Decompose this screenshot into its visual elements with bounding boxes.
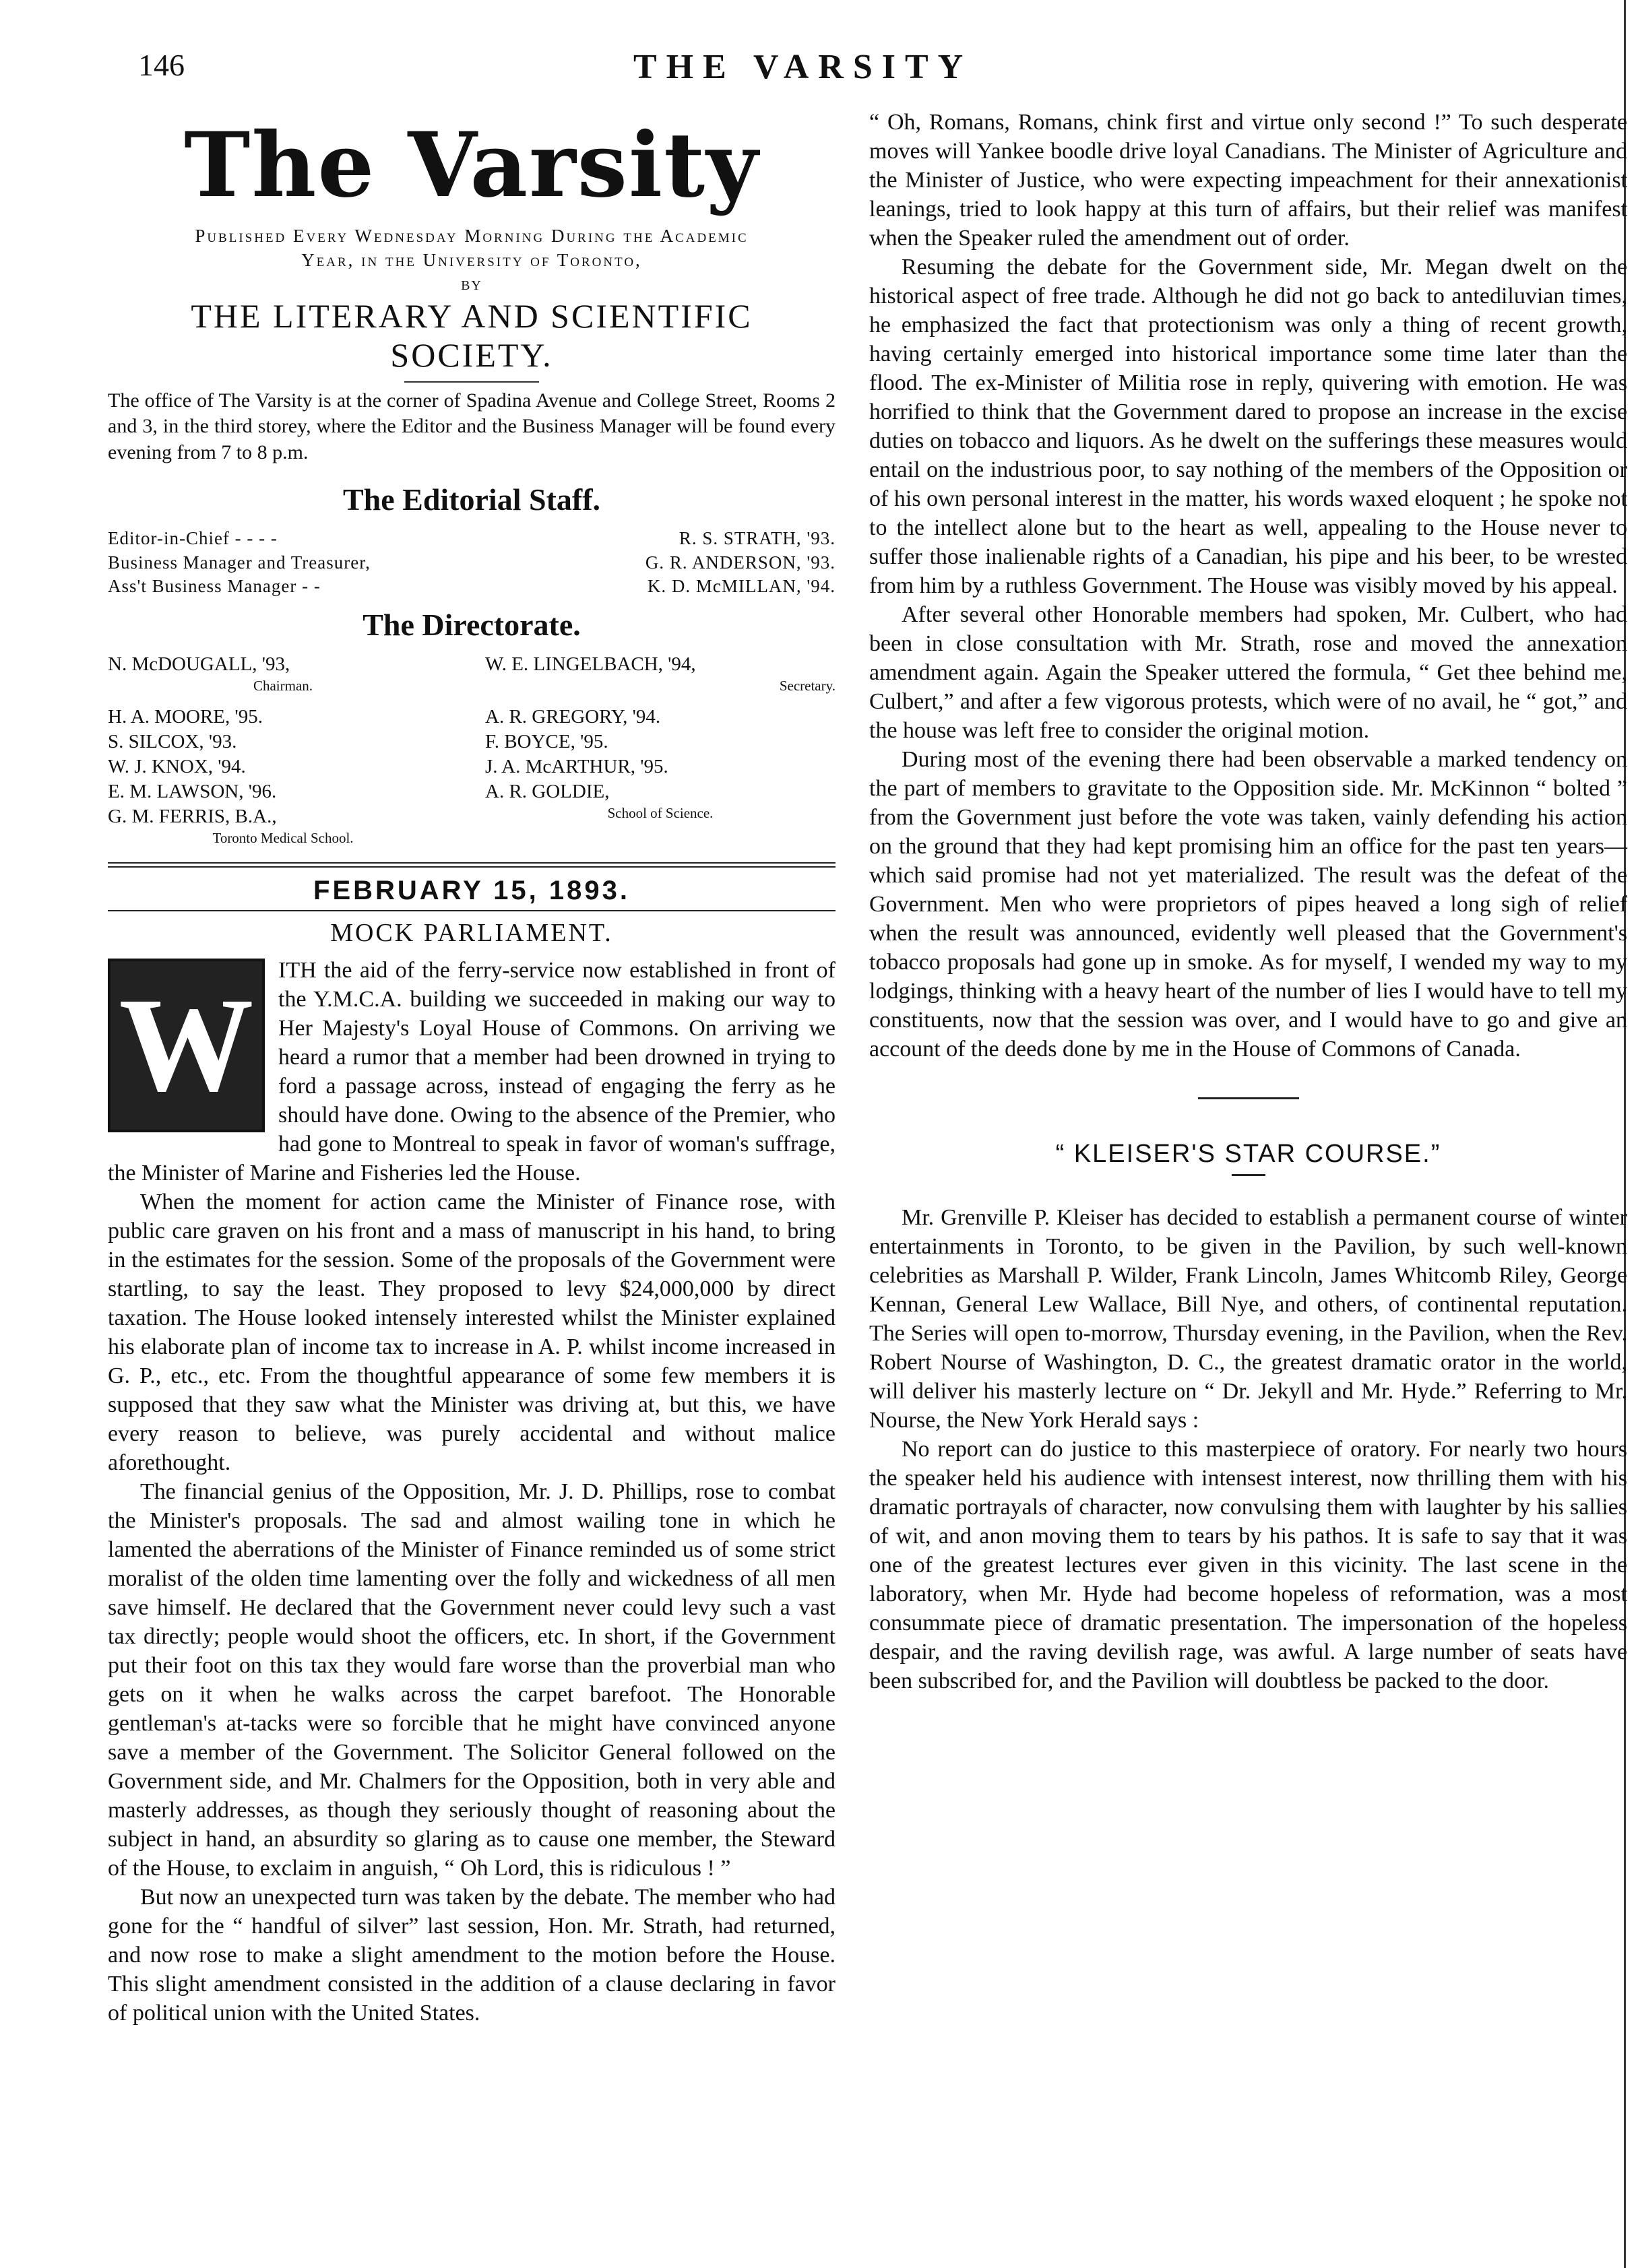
paragraph: After several other Honorable members had spoken, Mr. Culbert, who had been in close consultation with Mr. Strath, rose and moved the annexation amendment again. Again the Speaker uttered the formula, “ Get thee behind me, Culbert,” and after a few vigorous protests, which were of no avail, he “ got,” and the house was left free to consider the original motion. <box>869 602 1627 743</box>
directorate-member: A. R. GOLDIE, <box>485 781 610 803</box>
staff-name: R. S. STRATH, '93. <box>679 528 836 549</box>
paragraph: During most of the evening there had been observable a marked tendency on the part of members to gravitate to the Opposition side. Mr. McKinnon “ bolted ” from the Government just before the vote was taken, vainly defending his action on the ground that they had kept promising him an office for the past ten years—which said promise had not yet materialized. The result was the defeat of the Government. Men who were proprietors of pipes heaved a long sigh of relief when the result was announced, evidently well pleased that the Government's tobacco proposals had gone up in smoke. As for myself, I wended my way to my lodgings, thinking with a heavy heart of the number of lies I would have to tell my constituents, now that the session was over, and I would have to go and give an account of the deeds done by me in the House of Commons of Canada. <box>869 747 1627 1062</box>
directorate-member: H. A. MOORE, '95. <box>108 705 263 727</box>
staff-role: Editor-in-Chief - - - - <box>108 528 278 549</box>
rule <box>1232 1174 1265 1176</box>
staff-row <box>108 551 836 575</box>
directorate-member: F. BOYCE, '95. <box>485 731 608 753</box>
directorate-member: E. M. LAWSON, '96. <box>108 781 277 803</box>
paragraph: ITH the aid of the ferry-service now established in front of the Y.M.C.A. building we succeeded in making our way to Her Majesty's Loyal House of Commons. On arriving we heard a rumor that a member had been drowned in trying to ford a passage across, instead of engaging the ferry as he should have done. Owing to the absence of the Premier, who had gone to Montreal to speak in favor of woman's suffrage, the Minister of Marine and Fisheries led the House. <box>108 958 836 1186</box>
directorate-member: G. M. FERRIS, B.A., <box>108 806 277 828</box>
directorate-member: W. E. LINGELBACH, '94, <box>485 653 696 675</box>
article-body-right <box>869 108 1627 1064</box>
by-line: BY <box>461 278 482 293</box>
toronto-medical-note: Toronto Medical School. <box>212 830 354 847</box>
staff-list <box>108 527 836 599</box>
society-name: THE LITERARY AND SCIENTIFIC SOCIETY. <box>191 296 753 374</box>
paragraph: Resuming the debate for the Government side, Mr. Megan dwelt on the historical aspect of free trade. Although he did not go back to antediluvian times, he emphasized the fact that protectionism was only a thing of recent growth, having certainly emerged into historical importance some time later than the flood. The ex-Minister of Militia rose in reply, quivering with emotion. He was horrified to think that the Government dared to propose an increase in the excise duties on tobacco and liquors. As he dwelt on the sufferings these measures would entail on the industrious poor, to say nothing of the members of the Opposition or of his own personal interest in the matter, his words waxed eloquent ; he spoke not to the intellect alone but to the heart as well, appealing to the House never to suffer those inalienable rights of a Canadian, his pipe and his beer, to be wrested from him by a ruthless Government. The House was visibly moved by his appeal. <box>869 255 1627 598</box>
rule <box>108 910 836 911</box>
rule <box>404 381 539 383</box>
section-divider <box>1198 1097 1299 1099</box>
school-of-science-note: School of Science. <box>607 805 714 822</box>
publication-line-1: Published Every Wednesday Morning During the Academic <box>195 226 749 246</box>
left-column <box>108 108 836 2028</box>
paragraph: When the moment for action came the Minister of Finance rose, with public care graven on his front and a mass of manuscript in his hand, to bring in the estimates for the session. Some of the proposals of the Government were startling, to say the least. They proposed to levy $24,000,000 by direct taxation. The House looked intensely interested whilst the Minister explained his elaborate plan of income tax to increase in A. P. whilst income increased in G. P., etc., etc. From the thoughtful appearance of some few members it is supposed that they saw what the Minister was driving at, but this, we have every reason to believe, was purely accidental and without malice aforethought. <box>108 1190 836 1476</box>
page-number: 146 <box>138 48 185 82</box>
directorate-list <box>108 652 836 847</box>
editorial-staff-heading: The Editorial Staff. <box>342 482 601 517</box>
paragraph: “ Oh, Romans, Romans, chink first and virtue only second !” To such desperate moves will Yankee boodle drive loyal Canadians. The Minister of Agriculture and the Minister of Justice, who were expecting impeachment for their annexationist leanings, tried to look happy at this turn of affairs, but their relief was manifest when the Speaker ruled the amendment out of order. <box>869 110 1627 251</box>
publication-line-2: Year, in the University of Toronto, <box>301 250 642 271</box>
chairman-note: Chairman. <box>253 678 313 694</box>
paragraph: Mr. Grenville P. Kleiser has decided to establish a permanent course of winter entertainments in Toronto, to be given in the Pavilion, by such well-known celebrities as Marshall P. Wilder, Frank Lincoln, James Whitcomb Riley, George Kennan, General Lew Wallace, Bill Nye, and others, of continental reputation. The Series will open to-morrow, Thursday evening, in the Pavilion, when the Rev. Robert Nourse of Washington, D. C., the greatest dramatic orator in the world, will deliver his masterly lecture on “ Dr. Jekyll and Mr. Hyde.” Referring to Mr. Nourse, the New York Herald says : <box>869 1205 1627 1433</box>
article-title-mock-parliament: MOCK PARLIAMENT. <box>330 919 613 948</box>
staff-name: K. D. McMILLAN, '94. <box>647 576 836 597</box>
staff-name: G. R. ANDERSON, '93. <box>645 552 836 573</box>
article2-body <box>869 1203 1627 1695</box>
directorate-member: J. A. McARTHUR, '95. <box>485 756 668 778</box>
directorate-member: W. J. KNOX, '94. <box>108 756 246 778</box>
article-title-kleiser: “ KLEISER'S STAR COURSE.” <box>1055 1140 1441 1168</box>
directorate-member: S. SILCOX, '93. <box>108 731 237 753</box>
directorate-member: A. R. GREGORY, '94. <box>485 705 661 727</box>
running-header <box>0 47 1638 94</box>
article-body-left <box>108 956 836 2028</box>
directorate-heading: The Directorate. <box>363 607 581 642</box>
directorate-member: N. McDOUGALL, '93, <box>108 653 290 675</box>
right-column <box>869 108 1627 1695</box>
double-rule <box>108 862 836 868</box>
dropcap-w-ornament: W <box>108 959 265 1132</box>
secretary-note: Secretary. <box>779 678 836 694</box>
running-title: THE VARSITY <box>633 48 973 86</box>
staff-row <box>108 527 836 551</box>
issue-date: FEBRUARY 15, 1893. <box>313 876 630 906</box>
paragraph: No report can do justice to this masterpiece of oratory. For nearly two hours the speaker held his audience with intensest interest, now thrilling them with his dramatic portrayals of character, now convulsing them with laughter by his sallies of wit, and anon moving them to tears by his pathos. It is safe to say that it was one of the greatest lectures ever given in this vicinity. The last scene in the laboratory, when Mr. Hyde had become hopeless of reformation, was a most consummate piece of dramatic presentation. The impersonation of the hopeless despair, and the raving devilish rage, was awful. A large number of seats have been subscribed for, and the Pavilion will doubtless be packed to the door. <box>869 1437 1627 1693</box>
masthead-title: The Varsity <box>184 113 759 218</box>
staff-row <box>108 575 836 599</box>
staff-role: Ass't Business Manager - - <box>108 576 321 597</box>
staff-role: Business Manager and Treasurer, <box>108 552 371 573</box>
paragraph: The financial genius of the Opposition, Mr. J. D. Phillips, rose to combat the Minister's proposals. The sad and almost wailing tone in which he lamented the aberrations of the Minister of Finance reminded us of some strict moralist of the olden time lamenting over the folly and wickedness of all men save himself. He declared that the Government never could levy such a vast tax directly; people would shoot the officers, etc. In short, if the Government put their foot on this tax they would fare worse than the proverbial man who gets on it when he walks across the carpet barefoot. The Honorable gentleman's at-tacks were so forcible that he might have convinced anyone save a member of the Government. The Solicitor General followed on the Government side, and Mr. Chalmers for the Opposition, both in very able and masterly addresses, as though they seriously thought of reasoning about the subject in hand, an absurdity so glaring as to cause one member, the Steward of the House, to exclaim in anguish, “ Oh Lord, this is ridiculous ! ” <box>108 1479 836 1881</box>
office-notice: The office of The Varsity is at the corner of Spadina Avenue and College Street, Rooms 2 and 3, in the third storey, where the Editor and the Business Manager will be found every evening from 7 to 8 p.m. <box>108 389 836 463</box>
paragraph: But now an unexpected turn was taken by the debate. The member who had gone for the “ handful of silver” last session, Hon. Mr. Strath, had returned, and now rose to make a slight amendment to the motion before the House. This slight amendment consisted in the addition of a clause declaring in favor of political union with the United States. <box>108 1885 836 2026</box>
